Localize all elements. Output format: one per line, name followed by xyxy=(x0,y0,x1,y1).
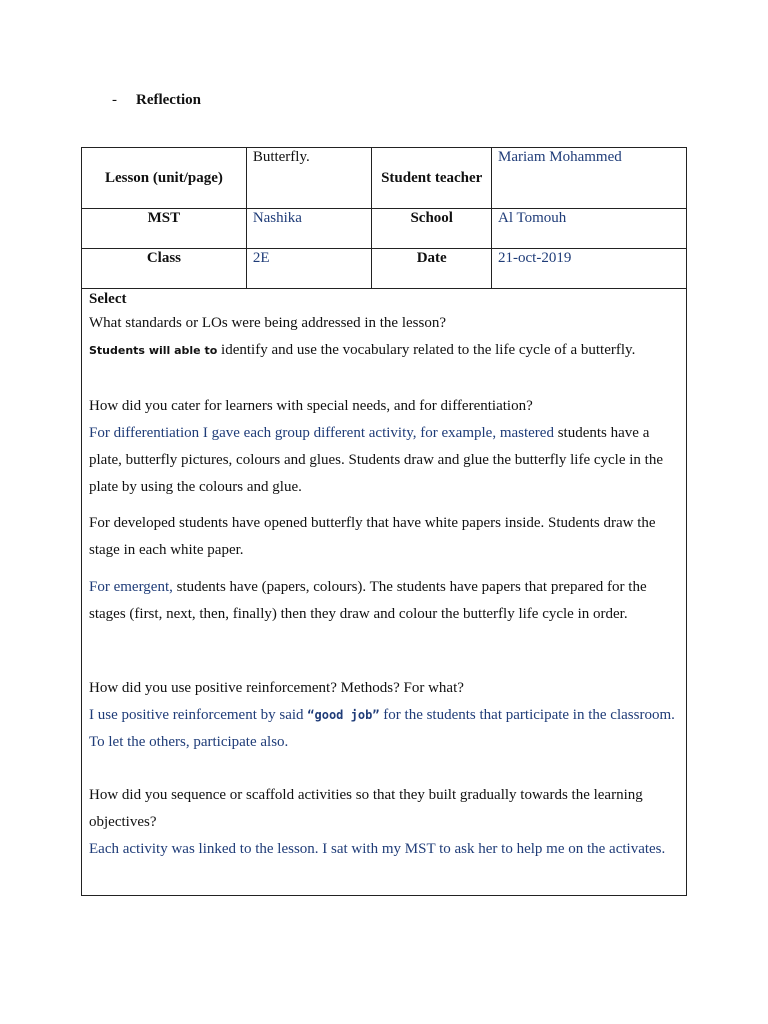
answer-emergent-line2: stages (first, next, then, finally) then they draw and colour the butterfly life cycle in order. xyxy=(89,606,628,622)
spacer xyxy=(89,564,679,574)
answer-differentiation-blue: For differentiation I gave each group different activity, for example, mastered xyxy=(89,425,554,441)
answer-differentiation-line xyxy=(89,420,679,447)
spacer xyxy=(89,628,679,675)
heading-dash: - xyxy=(112,92,117,108)
spacer xyxy=(89,756,679,782)
school-label: School xyxy=(372,209,492,249)
question-scaffold-line1: How did you sequence or scaffold activities so that they built gradually towards the learning xyxy=(89,787,643,803)
table-row xyxy=(82,148,687,209)
class-value: 2E xyxy=(246,249,372,289)
mst-value: Nashika xyxy=(246,209,372,249)
table-row xyxy=(82,209,687,249)
answer-emergent-line1 xyxy=(89,574,679,601)
school-value: Al Tomouh xyxy=(492,209,687,249)
answer-differentiation-line3: plate by using the colours and glue. xyxy=(89,479,302,495)
question-reinforcement: How did you use positive reinforcement? Methods? For what? xyxy=(89,680,464,696)
date-value: 21-oct-2019 xyxy=(492,249,687,289)
spacer xyxy=(89,501,679,510)
table-row xyxy=(82,249,687,289)
answer-standards-text: identify and use the vocabulary related to the life cycle of a butterfly. xyxy=(217,342,636,358)
date-label: Date xyxy=(372,249,492,289)
answer-reinforcement-post: for the students that participate in the classroom. xyxy=(379,707,675,723)
lesson-value: Butterfly. xyxy=(246,148,372,209)
question-standards: What standards or LOs were being addressed in the lesson? xyxy=(89,315,446,331)
mst-label: MST xyxy=(82,209,247,249)
answer-scaffold: Each activity was linked to the lesson. I sat with my MST to ask her to help me on the activates. xyxy=(89,841,666,857)
question-scaffold-line2: objectives? xyxy=(89,814,157,830)
answer-reinforcement-pre: I use positive reinforcement by said xyxy=(89,707,308,723)
select-heading: Select xyxy=(89,291,127,307)
reflection-box xyxy=(81,289,687,896)
section-heading xyxy=(112,92,201,109)
answer-standards-prefix: Students will able to xyxy=(89,344,218,357)
class-label: Class xyxy=(82,249,247,289)
answer-differentiation-line2: plate, butterfly pictures, colours and glues. Students draw and glue the butterfly life cycle in the xyxy=(89,452,663,468)
answer-standards xyxy=(89,337,679,364)
answer-reinforcement-line2: To let the others, participate also. xyxy=(89,734,289,750)
lesson-info-table xyxy=(81,147,687,289)
answer-differentiation-rest: students have a xyxy=(553,425,650,441)
question-differentiation: How did you cater for learners with special needs, and for differentiation? xyxy=(89,398,533,414)
lesson-label: Lesson (unit/page) xyxy=(82,148,247,209)
student-teacher-value: Mariam Mohammed xyxy=(492,148,687,209)
answer-developed-line1: For developed students have opened butterfly that have white papers inside. Students draw the xyxy=(89,515,656,531)
heading-title: Reflection xyxy=(136,92,201,108)
answer-developed-line2: stage in each white paper. xyxy=(89,542,244,558)
spacer xyxy=(89,364,679,393)
student-teacher-label: Student teacher xyxy=(372,148,492,209)
answer-emergent-blue: For emergent, xyxy=(89,579,173,595)
answer-reinforcement-quote: “good job” xyxy=(307,708,380,722)
answer-emergent-rest: students have (papers, colours). The students have papers that prepared for the xyxy=(172,579,647,595)
answer-reinforcement-line1 xyxy=(89,702,679,729)
